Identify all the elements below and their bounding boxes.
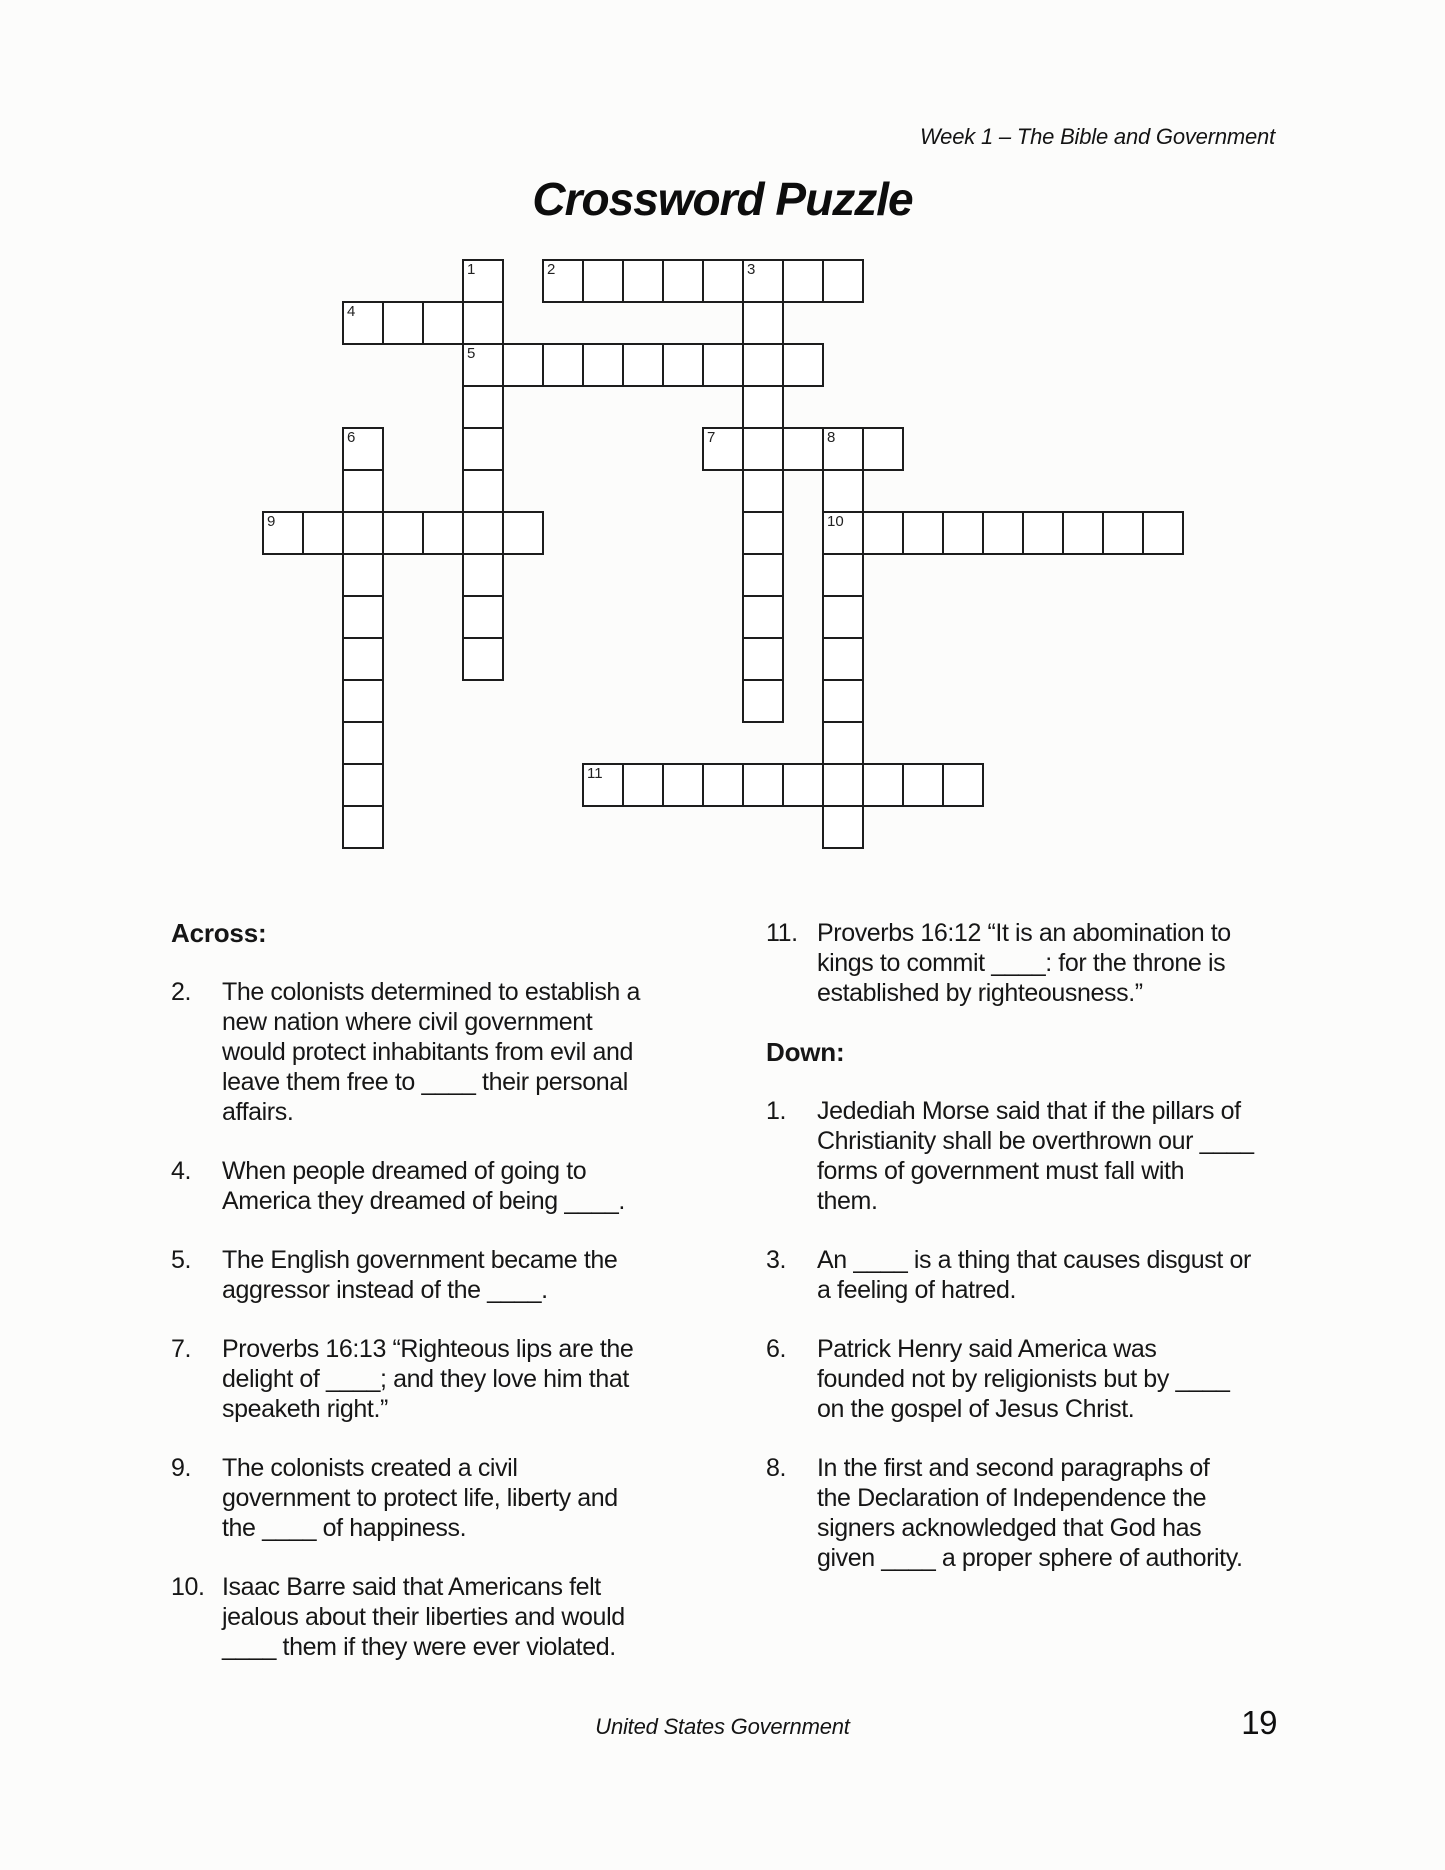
grid-cell[interactable]	[622, 259, 664, 303]
clue-column-left	[171, 918, 731, 1691]
grid-cell[interactable]	[342, 511, 384, 555]
grid-cell[interactable]	[942, 511, 984, 555]
grid-cell[interactable]	[862, 427, 904, 471]
grid-cell[interactable]	[742, 637, 784, 681]
grid-cell[interactable]	[822, 469, 864, 513]
grid-cell[interactable]	[782, 259, 824, 303]
clue-item	[766, 1453, 1326, 1573]
grid-cell[interactable]	[422, 511, 464, 555]
cell-number: 3	[747, 261, 756, 278]
grid-cell[interactable]	[1062, 511, 1104, 555]
grid-cell[interactable]	[822, 637, 864, 681]
grid-cell[interactable]	[462, 553, 504, 597]
grid-cell[interactable]	[462, 637, 504, 681]
down-heading: Down:	[766, 1037, 845, 1067]
clue-item	[766, 1245, 1326, 1305]
grid-cell[interactable]	[262, 511, 304, 555]
cell-number: 9	[267, 513, 276, 530]
grid-cell[interactable]	[462, 595, 504, 639]
grid-cell[interactable]	[742, 385, 784, 429]
grid-cell[interactable]	[742, 595, 784, 639]
grid-cell[interactable]	[742, 763, 784, 807]
grid-cell[interactable]	[822, 805, 864, 849]
grid-cell[interactable]	[822, 763, 864, 807]
grid-cell[interactable]	[462, 469, 504, 513]
clue-text: An ____ is a thing that causes disgust or a feeling of hatred.	[817, 1246, 1251, 1304]
grid-cell[interactable]	[342, 679, 384, 723]
grid-cell[interactable]	[742, 511, 784, 555]
clue-item	[766, 918, 1326, 1008]
grid-cell[interactable]	[462, 343, 504, 387]
grid-cell[interactable]	[342, 301, 384, 345]
grid-cell[interactable]	[582, 343, 624, 387]
grid-cell[interactable]	[782, 763, 824, 807]
grid-cell[interactable]	[1102, 511, 1144, 555]
grid-cell[interactable]	[582, 763, 624, 807]
clue-text: In the first and second paragraphs of the Declaration of Independence the signers acknowledged that God has given ____ a proper sphere of authority.	[817, 1454, 1243, 1572]
grid-cell[interactable]	[822, 679, 864, 723]
footer-title: United States Government	[595, 1714, 850, 1739]
grid-cell[interactable]	[422, 301, 464, 345]
crossword-grid	[262, 259, 1184, 849]
cell-number: 10	[827, 513, 844, 530]
clue-text: Proverbs 16:12 “It is an abomination to kings to commit ____: for the throne is established by righteousness.”	[817, 919, 1231, 1007]
grid-cell[interactable]	[742, 343, 784, 387]
grid-cell[interactable]	[822, 595, 864, 639]
clue-number: 11.	[766, 919, 798, 947]
clue-item	[171, 1572, 731, 1662]
clue-text: The colonists determined to establish a new nation where civil government would protect inhabitants from evil and leave them free to ____ their personal affairs.	[222, 978, 640, 1126]
clue-number: 1.	[766, 1097, 787, 1125]
cell-number: 11	[587, 765, 603, 782]
clue-item	[766, 1334, 1326, 1424]
grid-cell[interactable]	[342, 805, 384, 849]
page-title: Crossword Puzzle	[532, 173, 913, 225]
grid-cell[interactable]	[382, 511, 424, 555]
grid-cell[interactable]	[502, 343, 544, 387]
clue-number: 3.	[766, 1246, 787, 1274]
grid-cell[interactable]	[302, 511, 344, 555]
grid-cell[interactable]	[342, 721, 384, 765]
across-clue-list	[171, 977, 731, 1662]
page-number: 19	[1241, 1704, 1277, 1741]
grid-cell[interactable]	[1142, 511, 1184, 555]
grid-cell[interactable]	[462, 385, 504, 429]
grid-cell[interactable]	[902, 763, 944, 807]
grid-cell[interactable]	[542, 343, 584, 387]
clue-text: The colonists created a civil government to protect life, liberty and the ____ of happiness.	[222, 1454, 618, 1542]
cell-number: 8	[827, 429, 836, 446]
grid-cell[interactable]	[702, 259, 744, 303]
grid-cell[interactable]	[502, 511, 544, 555]
grid-cell[interactable]	[742, 553, 784, 597]
cell-number: 2	[547, 261, 556, 278]
clue-number: 10.	[171, 1573, 205, 1601]
grid-cell[interactable]	[582, 259, 624, 303]
grid-cell[interactable]	[382, 301, 424, 345]
clue-item	[171, 1156, 731, 1216]
clue-item	[171, 977, 731, 1127]
grid-cell[interactable]	[662, 259, 704, 303]
clue-item	[171, 1453, 731, 1543]
clue-number: 8.	[766, 1454, 787, 1482]
cell-number: 4	[347, 303, 356, 320]
grid-cell[interactable]	[342, 427, 384, 471]
grid-cell[interactable]	[622, 763, 664, 807]
grid-cell[interactable]	[342, 595, 384, 639]
grid-cell[interactable]	[862, 763, 904, 807]
clue-column-right	[766, 918, 1326, 1602]
header-week-label: Week 1 – The Bible and Government	[920, 124, 1275, 149]
clue-item	[171, 1334, 731, 1424]
grid-cell[interactable]	[622, 343, 664, 387]
across-heading: Across:	[171, 918, 267, 948]
clue-text: Patrick Henry said America was founded not by religionists but by ____ on the gospel of Jesus Christ.	[817, 1335, 1230, 1423]
grid-cell[interactable]	[462, 259, 504, 303]
grid-cell[interactable]	[662, 763, 704, 807]
cell-number: 7	[707, 429, 716, 446]
grid-cell[interactable]	[982, 511, 1024, 555]
grid-cell[interactable]	[342, 553, 384, 597]
clue-text: The English government became the aggressor instead of the ____.	[222, 1246, 618, 1304]
grid-cell[interactable]	[342, 637, 384, 681]
clue-text: Isaac Barre said that Americans felt jealous about their liberties and would ____ them if they were ever violated.	[222, 1573, 625, 1661]
clue-number: 2.	[171, 978, 192, 1006]
clue-number: 6.	[766, 1335, 787, 1363]
grid-cell[interactable]	[462, 301, 504, 345]
grid-cell[interactable]	[822, 511, 864, 555]
clue-number: 5.	[171, 1246, 192, 1274]
grid-cell[interactable]	[702, 427, 744, 471]
grid-cell[interactable]	[902, 511, 944, 555]
cell-number: 6	[347, 429, 356, 446]
down-clue-list	[766, 1096, 1326, 1573]
clue-text: When people dreamed of going to America they dreamed of being ____.	[222, 1157, 625, 1215]
grid-cell[interactable]	[742, 427, 784, 471]
grid-cell[interactable]	[942, 763, 984, 807]
grid-cell[interactable]	[782, 343, 824, 387]
grid-cell[interactable]	[822, 259, 864, 303]
grid-cell[interactable]	[342, 763, 384, 807]
clue-number: 9.	[171, 1454, 192, 1482]
grid-cell[interactable]	[822, 427, 864, 471]
grid-cell[interactable]	[742, 301, 784, 345]
clue-item	[766, 1096, 1326, 1216]
grid-cell[interactable]	[662, 343, 704, 387]
grid-cell[interactable]	[702, 763, 744, 807]
across-clue-list-continued	[766, 918, 1326, 1008]
grid-cell[interactable]	[462, 511, 504, 555]
clue-item	[171, 1245, 731, 1305]
grid-cell[interactable]	[1022, 511, 1064, 555]
grid-cell[interactable]	[342, 469, 384, 513]
clue-number: 4.	[171, 1157, 192, 1185]
grid-cell[interactable]	[742, 679, 784, 723]
cell-number: 1	[467, 261, 476, 278]
grid-cell[interactable]	[542, 259, 584, 303]
grid-cell[interactable]	[822, 553, 864, 597]
grid-cell[interactable]	[822, 721, 864, 765]
grid-cell[interactable]	[782, 427, 824, 471]
clue-text: Proverbs 16:13 “Righteous lips are the delight of ____; and they love him that speaketh right.”	[222, 1335, 634, 1423]
grid-cell[interactable]	[462, 427, 504, 471]
clue-text: Jedediah Morse said that if the pillars of Christianity shall be overthrown our ____ forms of government must fall with them.	[817, 1097, 1254, 1215]
cell-number: 5	[467, 345, 476, 362]
grid-cell[interactable]	[742, 259, 784, 303]
clue-number: 7.	[171, 1335, 192, 1363]
grid-cell[interactable]	[862, 511, 904, 555]
grid-cell[interactable]	[742, 469, 784, 513]
grid-cell[interactable]	[702, 343, 744, 387]
